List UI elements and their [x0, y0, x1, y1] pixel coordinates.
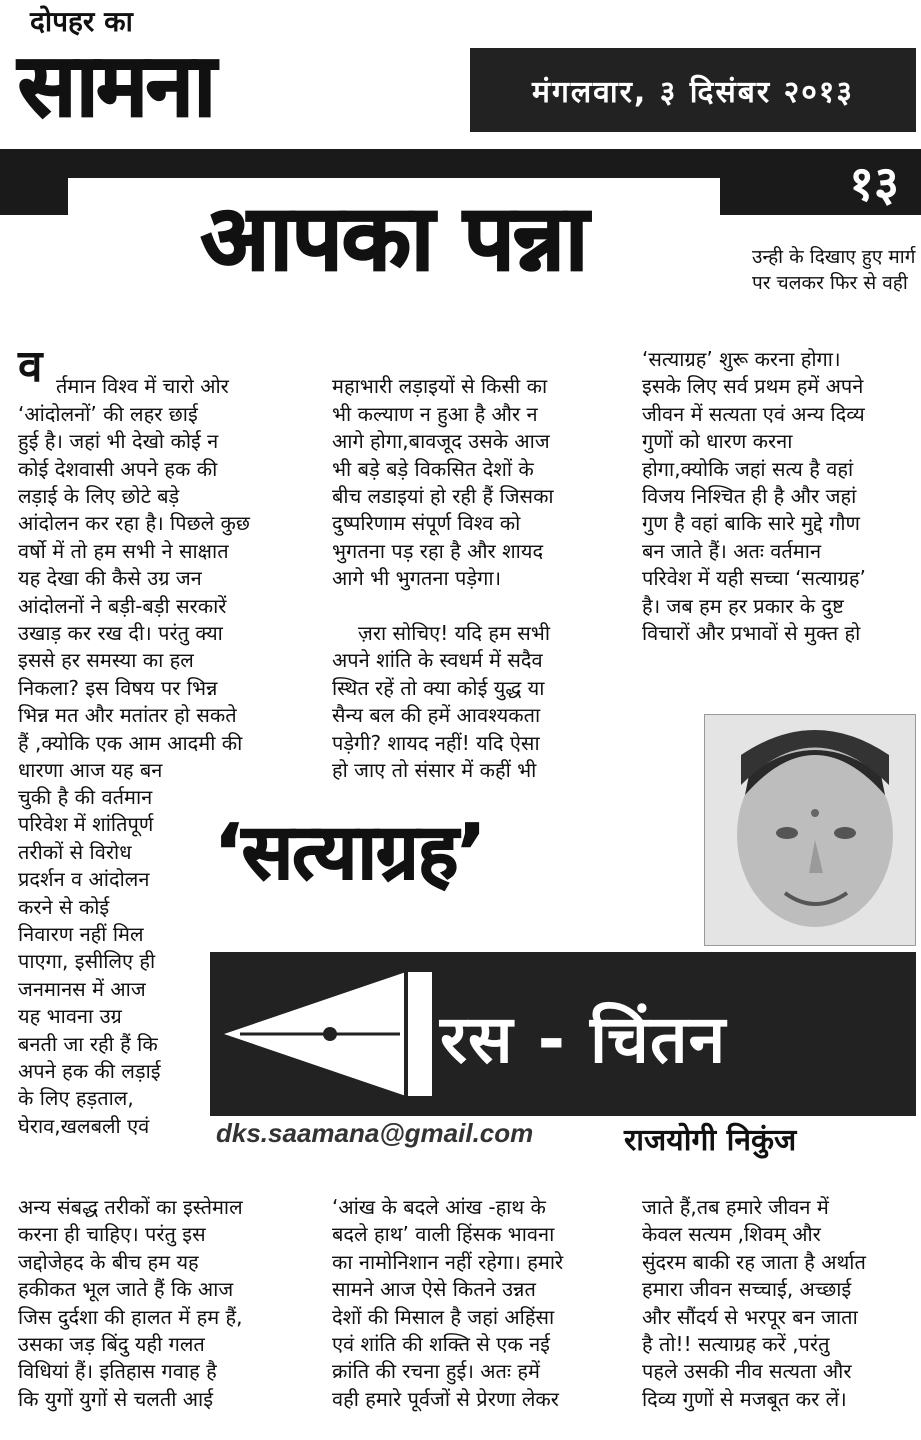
article-col2-para1: महाभारी लड़ाइयों से किसी का भी कल्याण न हुआ है और न आगे होगा,बावजूद उसके आज भी बड़े बड़े विकसित देशों के बीच लडाइयां हो रही हैं जिसका दुष्परिणाम संपूर्ण विश्व को भुगतना पड़ रहा है और शायद आगे भी भुगतना पड़ेगा। — [332, 374, 554, 591]
section-title-box — [68, 178, 720, 292]
issue-date: मंगलवार, ३ दिसंबर २०१३ — [532, 74, 854, 110]
article-col1-top — [18, 341, 308, 812]
drop-cap: व — [18, 341, 43, 392]
masthead-logo: सामना — [18, 36, 214, 136]
article-col2-bottom: ‘आंख के बदले आंख -हाथ के बदले हाथ’ वाली हिंसक भावना का नामोनिशान नहीं रहेगा। हमारे सामने आज ऐसे कितने उन्नत देशों की मिसाल है जहां अहिंसा एवं शांति की शक्ति से एक नई क्रांति की रचना हुई। अतः हमें वही हमारे पूर्वजों से प्रेरणा लेकर — [332, 1195, 564, 1411]
author-name: राजयोगी निकुंज — [624, 1123, 797, 1158]
pen-nib-icon — [210, 952, 440, 1116]
article-col2-top — [332, 346, 612, 812]
page-number: १३ — [849, 156, 899, 212]
article-headline: ‘सत्याग्रह’ — [214, 807, 486, 896]
author-email: dks.saamana@gmail.com — [216, 1118, 534, 1148]
section-title: आपका पन्ना — [200, 186, 588, 291]
date-box — [470, 48, 916, 132]
article-col2-para2: ज़रा सोचिए! यदि हम सभी अपने शांति के स्वधर्म में सदैव स्थित रहें तो क्या कोई युद्ध या सैन्य बल की हमें आवश्यकता पड़ेगी? शायद नहीं! यदि ऐसा हो जाए तो संसार में कहीं भी — [332, 621, 551, 783]
article-col3-bottom: जाते हैं,तब हमारे जीवन में केवल सत्यम ,शिवम् और सुंदरम बाकी रह जाता है अर्थात हमारा जीवन सच्चाई, अच्छाई और सौंदर्य से भरपूर बन जाता है तो!! सत्याग्रह करें ,परंतु पहले उसकी नीव सत्यता और दिव्य गुणों से मजबूत कर लें। — [642, 1195, 866, 1411]
article-col3-top: ‘सत्याग्रह’ शुरू करना होगा। इसके लिए सर्व प्रथम हमें अपने जीवन में सत्यता एवं अन्य दिव्य गुणों को धारण करना होगा,क्योकि जहां सत्य है वहां विजय निश्चित ही है और जहां गुण है वहां बाकि सारे मुद्दे गौण बन जाते हैं। अतः वर्तमान परिवेश में यही सच्चा ‘सत्याग्रह’ है। जब हम हर प्रकार के दुष्ट विचारों और प्रभावों से मुक्त हो — [642, 347, 866, 646]
article-col1-bottom: अन्य संबद्ध तरीकों का इस्तेमाल करना ही चाहिए। परंतु इस जद्दोजेहद के बीच हम यह हकीकत भूल जाते हैं कि आज जिस दुर्दशा की हालत में हम हैं, उसका जड़ बिंदु यही गलत विधियां हैं। इतिहास गवाह है कि युगों युगों से चलती आई — [18, 1195, 243, 1411]
article-col1-narrow: चुकी है की वर्तमान परिवेश में शांतिपूर्ण तरीकों से विरोध प्रदर्शन व आंदोलन करने से कोई निवारण नहीं मिल पाएगा, इसीलिए ही जनमानस में आज यह भावना उग्र बनती जा रही हैं कि अपने हक की लड़ाई के लिए हड़ताल, घेराव,खलबली एवं — [18, 785, 161, 1138]
author-portrait-icon — [705, 715, 915, 945]
author-photo — [704, 714, 916, 946]
column-name: रस - चिंतन — [440, 1001, 727, 1078]
section-tagline: उन्ही के दिखाए हुए मार्ग पर चलकर फिर से वही — [752, 246, 916, 294]
article-col1-top-text: र्तमान विश्व में चारो ओर ‘आंदोलनों’ की लहर छाई हुई है। जहां भी देखो कोई न कोई देशवासी अपने हक की लड़ाई के लिए छोटे बड़े आंदोलन कर रहा है। पिछले कुछ वर्षो में तो हम सभी ने साक्षात यह देखा की कैसे उग्र जन आंदोलनों ने बड़ी-बड़ी सरकारें उखाड़ कर रख दी। परंतु क्या इससे हर समस्या का हल निकला? इस विषय पर भिन्न भिन्न मत और मतांतर हो सकते हैं ,क्योकि एक आम आदमी की धारणा आज यह बन — [18, 374, 250, 783]
masthead-subtitle: दोपहर का — [30, 5, 133, 38]
